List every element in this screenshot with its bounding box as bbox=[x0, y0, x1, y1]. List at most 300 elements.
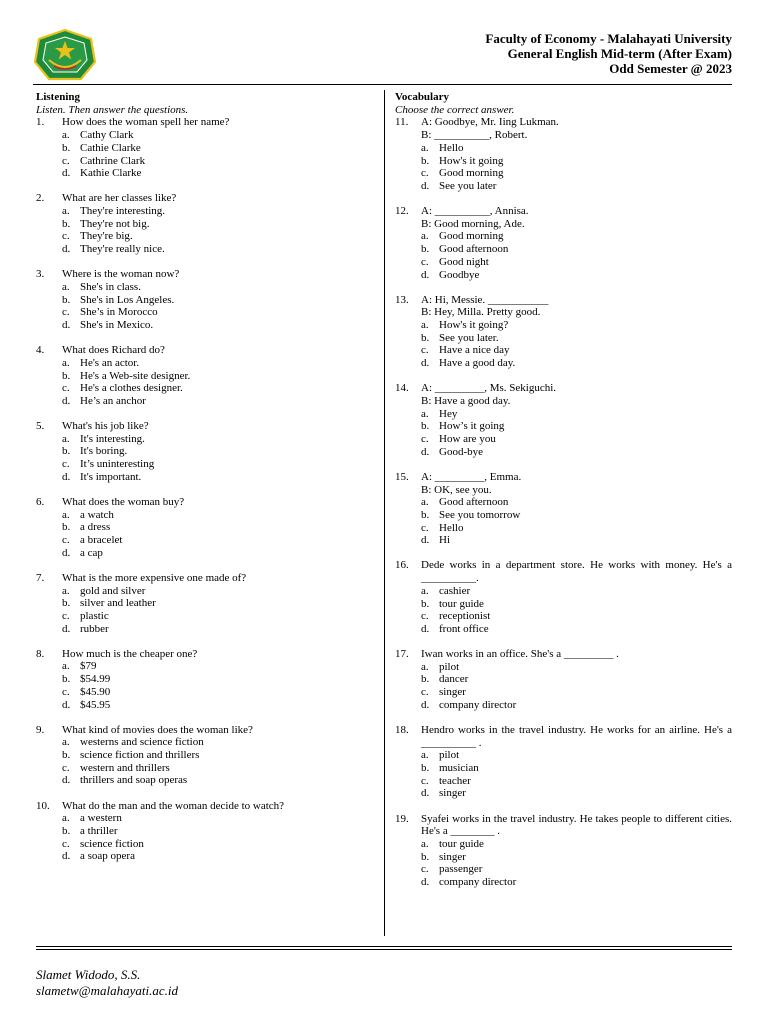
option-letter: d. bbox=[421, 622, 430, 635]
option-text: She's in class. bbox=[80, 280, 141, 293]
answer-option bbox=[421, 775, 732, 788]
document-header bbox=[485, 31, 732, 76]
option-text: How’s it going bbox=[439, 420, 505, 433]
option-letter: b. bbox=[62, 217, 71, 230]
option-text: a soap opera bbox=[80, 850, 135, 863]
option-letter: c. bbox=[421, 863, 429, 876]
question-line: B: Hey, Milla. Pretty good. bbox=[421, 306, 541, 319]
answer-options bbox=[62, 660, 368, 711]
answer-option bbox=[62, 218, 368, 231]
option-text: cashier bbox=[439, 584, 471, 597]
answer-option bbox=[421, 534, 732, 547]
option-letter: c. bbox=[421, 774, 429, 787]
question-text bbox=[62, 572, 368, 585]
option-letter: c. bbox=[62, 306, 70, 319]
answer-option bbox=[62, 382, 368, 395]
option-text: Good afternoon bbox=[439, 243, 509, 256]
question-text bbox=[62, 420, 368, 433]
answer-option bbox=[421, 496, 732, 509]
option-letter: d. bbox=[62, 850, 71, 863]
option-text: tour guide bbox=[439, 597, 484, 610]
option-text: company director bbox=[439, 698, 517, 711]
answer-option bbox=[62, 243, 368, 256]
option-text: science fiction and thrillers bbox=[80, 749, 200, 762]
question-text bbox=[421, 813, 732, 838]
question-number: 1. bbox=[36, 116, 45, 129]
option-letter: a. bbox=[62, 205, 70, 218]
option-letter: c. bbox=[62, 534, 70, 547]
question-text bbox=[62, 648, 368, 661]
question-number: 4. bbox=[36, 344, 45, 357]
option-text: Hi bbox=[439, 534, 450, 547]
footer-rule bbox=[36, 946, 732, 950]
vocabulary-instruction: Choose the correct answer. bbox=[395, 103, 515, 116]
option-text: How are you bbox=[439, 433, 496, 446]
answer-option bbox=[62, 509, 368, 522]
option-text: $79 bbox=[80, 660, 97, 673]
question-7 bbox=[36, 572, 368, 636]
answer-option bbox=[62, 230, 368, 243]
answer-option bbox=[62, 521, 368, 534]
option-text: See you later. bbox=[439, 331, 499, 344]
question-number: 2. bbox=[36, 192, 45, 205]
vocabulary-section bbox=[395, 91, 732, 889]
answer-option bbox=[421, 230, 732, 243]
answer-option bbox=[421, 269, 732, 282]
answer-option bbox=[62, 433, 368, 446]
answer-option bbox=[62, 142, 368, 155]
answer-options bbox=[62, 357, 368, 408]
option-text: a dress bbox=[80, 521, 111, 534]
question-line: Syafei works in the travel industry. He takes people to different cities. He's a ________ . bbox=[421, 812, 732, 838]
question-line: A: __________, Annisa. bbox=[421, 205, 529, 218]
answer-option bbox=[421, 673, 732, 686]
question-11 bbox=[395, 116, 732, 192]
option-text: She's in Mexico. bbox=[80, 319, 154, 332]
question-number: 6. bbox=[36, 495, 45, 508]
question-13 bbox=[395, 294, 732, 370]
option-text: pilot bbox=[439, 749, 460, 762]
question-line: A: Goodbye, Mr. Iing Lukman. bbox=[421, 116, 559, 129]
option-letter: a. bbox=[62, 280, 70, 293]
option-text: singer bbox=[439, 787, 466, 800]
option-letter: d. bbox=[62, 243, 71, 256]
option-text: Good-bye bbox=[439, 445, 483, 458]
option-text: Cathie Clarke bbox=[80, 141, 141, 154]
answer-options bbox=[62, 129, 368, 180]
option-letter: b. bbox=[421, 597, 430, 610]
option-text: pilot bbox=[439, 660, 460, 673]
option-letter: b. bbox=[421, 508, 430, 521]
answer-option bbox=[62, 458, 368, 471]
question-line: Where is the woman now? bbox=[62, 268, 180, 281]
option-letter: d. bbox=[421, 179, 430, 192]
option-letter: a. bbox=[421, 837, 429, 850]
answer-option bbox=[421, 180, 732, 193]
option-letter: d. bbox=[62, 394, 71, 407]
question-number: 7. bbox=[36, 571, 45, 584]
answer-option bbox=[421, 851, 732, 864]
answer-options bbox=[62, 736, 368, 787]
answer-options bbox=[62, 585, 368, 636]
answer-option bbox=[421, 762, 732, 775]
option-letter: d. bbox=[62, 546, 71, 559]
option-letter: a. bbox=[421, 660, 429, 673]
option-text: receptionist bbox=[439, 610, 491, 623]
question-number: 13. bbox=[395, 293, 409, 306]
option-letter: c. bbox=[62, 382, 70, 395]
option-text: He's an actor. bbox=[80, 356, 140, 369]
option-text: Have a nice day bbox=[439, 344, 510, 357]
answer-option bbox=[62, 825, 368, 838]
answer-option bbox=[421, 838, 732, 851]
question-text bbox=[421, 294, 732, 319]
question-text bbox=[421, 724, 732, 749]
column-divider bbox=[384, 90, 385, 936]
question-line: What kind of movies does the woman like? bbox=[62, 723, 253, 736]
answer-option bbox=[421, 863, 732, 876]
question-2 bbox=[36, 192, 368, 256]
answer-option bbox=[62, 357, 368, 370]
option-letter: d. bbox=[421, 445, 430, 458]
question-line: B: OK, see you. bbox=[421, 483, 492, 496]
answer-options bbox=[421, 142, 732, 193]
option-letter: b. bbox=[62, 749, 71, 762]
option-letter: c. bbox=[62, 458, 70, 471]
option-letter: d. bbox=[421, 534, 430, 547]
option-letter: a. bbox=[421, 319, 429, 332]
question-number: 17. bbox=[395, 648, 409, 661]
option-text: Hello bbox=[439, 141, 464, 154]
option-letter: a. bbox=[421, 407, 429, 420]
answer-option bbox=[421, 433, 732, 446]
question-line: What does Richard do? bbox=[62, 344, 165, 357]
option-text: $45.90 bbox=[80, 685, 111, 698]
question-number: 12. bbox=[395, 205, 409, 218]
question-number: 3. bbox=[36, 268, 45, 281]
question-16 bbox=[395, 559, 732, 635]
option-text: gold and silver bbox=[80, 584, 146, 597]
option-letter: b. bbox=[421, 243, 430, 256]
option-letter: d. bbox=[62, 774, 71, 787]
answer-option bbox=[421, 787, 732, 800]
question-19 bbox=[395, 813, 732, 889]
university-emblem-icon bbox=[33, 28, 97, 82]
option-letter: b. bbox=[62, 824, 71, 837]
answer-option bbox=[421, 243, 732, 256]
question-text bbox=[62, 268, 368, 281]
question-line: What are her classes like? bbox=[62, 192, 177, 205]
option-text: Kathie Clarke bbox=[80, 167, 142, 180]
option-letter: a. bbox=[62, 432, 70, 445]
option-letter: d. bbox=[421, 876, 430, 889]
listening-section bbox=[36, 91, 368, 863]
option-letter: d. bbox=[62, 622, 71, 635]
answer-options bbox=[421, 319, 732, 370]
answer-option bbox=[421, 167, 732, 180]
option-letter: d. bbox=[421, 357, 430, 370]
answer-option bbox=[62, 623, 368, 636]
exam-title: General English Mid-term (After Exam) bbox=[507, 46, 732, 61]
option-text: Cathrine Clark bbox=[80, 154, 146, 167]
question-text bbox=[421, 205, 732, 230]
option-text: front office bbox=[439, 622, 489, 635]
option-text: rubber bbox=[80, 622, 109, 635]
option-letter: c. bbox=[421, 255, 429, 268]
option-letter: a. bbox=[62, 508, 70, 521]
option-text: Have a good day. bbox=[439, 357, 516, 370]
option-letter: c. bbox=[62, 761, 70, 774]
option-letter: a. bbox=[421, 749, 429, 762]
answer-option bbox=[62, 155, 368, 168]
question-text bbox=[62, 116, 368, 129]
option-letter: c. bbox=[421, 521, 429, 534]
option-letter: b. bbox=[421, 762, 430, 775]
option-text: It's boring. bbox=[80, 445, 128, 458]
question-line: How much is the cheaper one? bbox=[62, 647, 198, 660]
question-line: How does the woman spell her name? bbox=[62, 116, 230, 129]
option-letter: c. bbox=[62, 154, 70, 167]
option-text: They're big. bbox=[80, 230, 133, 243]
option-letter: c. bbox=[421, 433, 429, 446]
answer-options bbox=[421, 585, 732, 636]
option-text: a cap bbox=[80, 546, 103, 559]
option-text: company director bbox=[439, 876, 517, 889]
option-letter: c. bbox=[421, 610, 429, 623]
option-letter: c. bbox=[62, 609, 70, 622]
question-9 bbox=[36, 724, 368, 788]
question-15 bbox=[395, 471, 732, 547]
answer-option bbox=[62, 294, 368, 307]
question-8 bbox=[36, 648, 368, 712]
option-letter: b. bbox=[421, 331, 430, 344]
option-text: $45.95 bbox=[80, 698, 111, 711]
answer-option bbox=[62, 736, 368, 749]
option-letter: b. bbox=[62, 597, 71, 610]
option-letter: b. bbox=[62, 369, 71, 382]
answer-option bbox=[421, 446, 732, 459]
option-letter: c. bbox=[421, 344, 429, 357]
question-14 bbox=[395, 382, 732, 458]
answer-option bbox=[62, 699, 368, 712]
question-text bbox=[421, 559, 732, 584]
question-text bbox=[62, 344, 368, 357]
option-letter: c. bbox=[62, 837, 70, 850]
answer-option bbox=[62, 812, 368, 825]
faculty-title: Faculty of Economy - Malahayati University bbox=[485, 31, 732, 46]
option-text: It’s uninteresting bbox=[80, 458, 155, 471]
question-line: What do the man and the woman decide to watch? bbox=[62, 799, 285, 812]
question-line: B: Have a good day. bbox=[421, 394, 511, 407]
question-number: 5. bbox=[36, 420, 45, 433]
answer-option bbox=[62, 762, 368, 775]
option-letter: a. bbox=[421, 584, 429, 597]
option-letter: a. bbox=[62, 736, 70, 749]
answer-options bbox=[421, 496, 732, 547]
option-text: singer bbox=[439, 850, 466, 863]
question-number: 19. bbox=[395, 812, 409, 825]
answer-options bbox=[62, 281, 368, 332]
question-number: 15. bbox=[395, 470, 409, 483]
question-line: What is the more expensive one made of? bbox=[62, 571, 247, 584]
author-name: Slamet Widodo, S.S. bbox=[36, 967, 141, 982]
answer-option bbox=[421, 256, 732, 269]
option-text: He's a clothes designer. bbox=[80, 382, 183, 395]
option-text: She's in Los Angeles. bbox=[80, 293, 175, 306]
question-line: What's his job like? bbox=[62, 420, 149, 433]
footer bbox=[36, 967, 178, 999]
answer-option bbox=[421, 686, 732, 699]
answer-option bbox=[62, 686, 368, 699]
option-text: science fiction bbox=[80, 837, 144, 850]
answer-options bbox=[421, 408, 732, 459]
option-text: $54.99 bbox=[80, 673, 111, 686]
answer-option bbox=[62, 838, 368, 851]
option-text: It's important. bbox=[80, 470, 142, 483]
answer-option bbox=[421, 749, 732, 762]
question-text bbox=[62, 496, 368, 509]
answer-option bbox=[421, 155, 732, 168]
question-number: 18. bbox=[395, 723, 409, 736]
answer-option bbox=[62, 395, 368, 408]
answer-option bbox=[421, 699, 732, 712]
option-letter: b. bbox=[62, 293, 71, 306]
option-text: passenger bbox=[439, 863, 483, 876]
option-letter: c. bbox=[421, 167, 429, 180]
answer-option bbox=[62, 610, 368, 623]
answer-options bbox=[421, 230, 732, 281]
option-text: Goodbye bbox=[439, 268, 480, 281]
answer-option bbox=[421, 661, 732, 674]
answer-options bbox=[421, 749, 732, 800]
answer-option bbox=[62, 306, 368, 319]
question-number: 10. bbox=[36, 799, 50, 812]
question-line: A: _________, Ms. Sekiguchi. bbox=[421, 382, 557, 395]
answer-option bbox=[421, 522, 732, 535]
listening-title: Listening bbox=[36, 91, 81, 103]
option-text: tour guide bbox=[439, 837, 484, 850]
answer-options bbox=[62, 205, 368, 256]
option-text: westerns and science fiction bbox=[80, 736, 204, 749]
question-text bbox=[62, 800, 368, 813]
option-letter: d. bbox=[421, 787, 430, 800]
option-text: plastic bbox=[80, 609, 109, 622]
question-line: Dede works in a department store. He works with money. He's a __________. bbox=[421, 559, 732, 585]
option-text: Cathy Clark bbox=[80, 129, 134, 142]
question-number: 9. bbox=[36, 723, 45, 736]
answer-option bbox=[421, 142, 732, 155]
option-text: musician bbox=[439, 762, 479, 775]
option-letter: a. bbox=[62, 584, 70, 597]
answer-option bbox=[421, 623, 732, 636]
answer-option bbox=[421, 598, 732, 611]
answer-options bbox=[62, 812, 368, 863]
answer-option bbox=[421, 357, 732, 370]
question-number: 11. bbox=[395, 116, 409, 129]
answer-option bbox=[62, 547, 368, 560]
option-letter: d. bbox=[62, 698, 71, 711]
option-text: singer bbox=[439, 686, 466, 699]
header-rule bbox=[33, 84, 732, 85]
listening-instruction: Listen. Then answer the questions. bbox=[36, 103, 189, 116]
question-10 bbox=[36, 800, 368, 864]
option-letter: d. bbox=[62, 319, 71, 332]
answer-option bbox=[62, 205, 368, 218]
answer-option bbox=[62, 129, 368, 142]
answer-option bbox=[62, 850, 368, 863]
answer-option bbox=[62, 281, 368, 294]
option-text: They're interesting. bbox=[80, 205, 166, 218]
option-letter: a. bbox=[62, 812, 70, 825]
option-letter: a. bbox=[62, 660, 70, 673]
answer-option bbox=[421, 585, 732, 598]
question-4 bbox=[36, 344, 368, 408]
answer-option bbox=[62, 660, 368, 673]
option-letter: c. bbox=[62, 685, 70, 698]
answer-option bbox=[421, 420, 732, 433]
option-text: Good night bbox=[439, 255, 489, 268]
answer-options bbox=[62, 433, 368, 484]
answer-option bbox=[421, 408, 732, 421]
option-letter: d. bbox=[62, 470, 71, 483]
question-17 bbox=[395, 648, 732, 712]
answer-option bbox=[421, 332, 732, 345]
option-letter: a. bbox=[421, 496, 429, 509]
answer-option bbox=[62, 673, 368, 686]
option-text: dancer bbox=[439, 673, 469, 686]
answer-option bbox=[421, 876, 732, 889]
option-text: He's a Web-site designer. bbox=[80, 369, 191, 382]
question-line: Iwan works in an office. She's a _________ . bbox=[421, 648, 619, 661]
answer-option bbox=[62, 585, 368, 598]
question-text bbox=[62, 724, 368, 737]
vocabulary-title: Vocabulary bbox=[395, 91, 449, 103]
option-text: western and thrillers bbox=[80, 761, 170, 774]
option-text: How's it going bbox=[439, 154, 504, 167]
option-text: Good afternoon bbox=[439, 496, 509, 509]
option-text: They're not big. bbox=[80, 217, 150, 230]
option-letter: a. bbox=[62, 356, 70, 369]
answer-option bbox=[421, 319, 732, 332]
answer-option bbox=[62, 471, 368, 484]
question-3 bbox=[36, 268, 368, 332]
question-line: B: __________, Robert. bbox=[421, 129, 528, 142]
author-email: slametw@malahayati.ac.id bbox=[36, 983, 178, 998]
option-letter: b. bbox=[62, 673, 71, 686]
option-text: a thriller bbox=[80, 824, 118, 837]
question-text bbox=[421, 471, 732, 496]
option-letter: d. bbox=[421, 698, 430, 711]
question-text bbox=[421, 116, 732, 141]
question-line: What does the woman buy? bbox=[62, 495, 185, 508]
answer-option bbox=[62, 445, 368, 458]
answer-option bbox=[62, 774, 368, 787]
question-text bbox=[421, 382, 732, 407]
option-text: See you tomorrow bbox=[439, 508, 521, 521]
question-line: Hendro works in the travel industry. He works for an airline. He's a __________ . bbox=[421, 723, 732, 749]
answer-option bbox=[62, 597, 368, 610]
option-text: She’s in Morocco bbox=[80, 306, 158, 319]
answer-option bbox=[62, 749, 368, 762]
option-text: a bracelet bbox=[80, 534, 123, 547]
question-line: B: Good morning, Ade. bbox=[421, 217, 525, 230]
answer-option bbox=[62, 167, 368, 180]
option-text: teacher bbox=[439, 774, 471, 787]
option-letter: d. bbox=[421, 268, 430, 281]
option-text: thrillers and soap operas bbox=[80, 774, 188, 787]
option-text: See you later bbox=[439, 179, 497, 192]
option-letter: c. bbox=[62, 230, 70, 243]
